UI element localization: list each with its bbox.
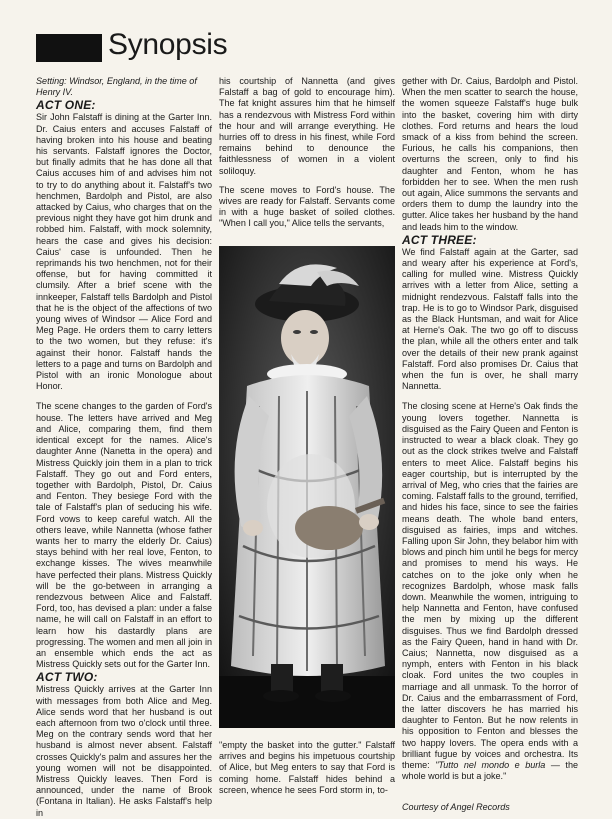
theme-quote-end: — the whole world is but a joke." [402,759,579,782]
theme-quote: "Tutto nel mondo e burla [435,759,546,770]
act-three-heading: ACT THREE: [402,232,477,247]
courtesy-credit: Courtesy of Angel Records [402,802,510,813]
column-2 [219,76,395,795]
act-one-paragraph-2: The scene changes to the garden of Ford's house. The letters have arrived and Meg and Alice, comparing them, find them identical except for the names. Alice's daughter Anne (Nanetta in the opera) and Mistress Quickly join them in a plan to trick Falstaff. They go out and Ford enters, together with Bardolph, Pistol, Dr. Caius and Fenton. They besiege Ford with the tale of Falstaff's plan of seducing his wife. Ford vows to keep careful watch. All the others leave, while Nannetta (whose father wants her to marry the elderly Dr. Caius) stays behind with her real love, Fenton, to exchange kisses. The wives meanwhile have perfected their plans. Mistress Quickly will be the go-between in arranging a rendezvous between Alice and Falstaff. Ford, too, has devised a plan: under a false name, he will call on Falstaff in an effort to learn how his dastardly plans are progressing. The women and men all join in an ensemble which ends the act as Mistress Quickly sets out for the Garter Inn. [36,401,212,670]
act-two-paragraph-1: Mistress Quickly arrives at the Garter Inn with messages from both Alice and Meg. Alice sends word that her husband is out each afternoon from two o'clock until three. Meg on the contrary sends word that her husband is almost never absent. Falstaff crosses Quickly's palm and assures her the young women will not be disappointed. Mistress Quickly leaves. Then Ford is announced, under the name of Brook (Fontana in Italian). He asks Falstaff's help in [36,684,212,818]
act-one-heading: ACT ONE: [36,98,96,113]
title-bar-block [36,34,102,62]
act-one-paragraph-1: Sir John Falstaff is dining at the Garter Inn. Dr. Caius enters and accuses Falstaff of having broken into his house and beating his servants. Falstaff ignores the Doctor, but finally admits that he has done all that Caius accuses him of and advises him not to try to do anything about it. Falstaff's two henchmen, Bardolph and Pistol, are also attacked by Caius, who charges that on the previous night they have got him drunk and robbed him. Falstaff, with mock solemnity, hears the case and gives his decision: Caius' case is unfounded. Then he reprimands his two henchmen, not for their offense, but for having committed it clumsily. After a brief scene with the innkeeper, Falstaff tells Bardolph and Pistol that he is the object of the affections of two young wives of Windsor — Alice Ford and Meg Page. He orders them to carry letters to the two women, but they refuse: it's against their honor. Falstaff hands the letters to a page and turns on Bardolph and Pistol with an ironic Monologue about Honor. [36,112,212,392]
act-two-paragraph-4: "empty the basket into the gutter." Falstaff arrives and begins his impetuous courtship of Alice, but Meg enters to say that Ford is coming home. Falstaff hides behind a screen, whence he sees Ford storm in, to- [219,740,395,795]
column-1 [36,76,212,819]
column-3 [402,76,578,814]
falstaff-photo-illustration [219,246,395,728]
act-three-paragraph-2-text: The closing scene at Herne's Oak finds the young lovers together. Nannetta is disguised as the Fairy Queen and Fenton is instructed to wear a black cloak. They go out as the clock strikes twelve and Falstaff enters to meet Alice. Falstaff begins his eager courtship, but is interrupted by the arrival of Meg, who cries that the fairies are coming. Falstaff falls to the ground, terrified, and hides his face, since to see the fairies means death. The whole band enters, disguised as fairies, imps and witches. Falling upon Sir John, they belabor him with blows and pinch him until he begs for mercy and promises to mend his ways. He catches on to the joke only when he recognizes Bardolph, whose mask falls down. Meanwhile the women, intriguing to help Nannetta and Fenton, have confused the men by mixing up the different disguises. Thus we find Bardolph dressed as the Fairy Queen, hand in hand with Dr. Caius; Nannetta, now disguised as a nymph, enters with Fenton in his black cloak. Ford unites the two couples in marriage and all unmask. To the horror of Dr. Caius and the embarrassment of Ford, the latter discovers he has married his daughter to Fenton. But he now relents in his opposition to Fenton and blesses the two happy lovers. The opera ends with a brilliant fugue by voices and orchestra. Its theme: [402,401,578,770]
act-two-paragraph-2: his courtship of Nannetta (and gives Falstaff a bag of gold to encourage him). The fat knight assures him that he himself has a rendezvous with Mistress Ford within the hour and will arrange everything. He hurries off to dress in his finest, while Ford remains behind to denounce the faithlessness of women in a violent soliloquy. [219,76,395,176]
setting-text: Setting: Windsor, England, in the time of Henry IV. [36,76,197,98]
falstaff-photo [219,246,395,728]
act-two-heading: ACT TWO: [36,670,98,685]
act-two-paragraph-3: The scene moves to Ford's house. The wives are ready for Falstaff. Servants come in with a huge basket of soiled clothes. "When I call you," Alice tells the servants, [219,184,395,229]
page-title: Synopsis [108,28,228,61]
act-three-paragraph-2 [402,401,578,782]
act-three-paragraph-1: We find Falstaff again at the Garter, sad and weary after his experience at Ford's, calling for mulled wine. Mistress Quickly arrives with a letter from Alice, setting a midnight rendezvous. Falstaff falls into the trap. He is to go to Windsor Park, disguised as the Black Huntsman, and wait for Alice at Herne's Oak. The two go off to discuss the plan, while all the others enter and talk over the details of their new prank against Falstaff. Ford also promises Dr. Caius that when the fun is over, he shall marry Nannetta. [402,246,578,392]
act-two-paragraph-5: gether with Dr. Caius, Bardolph and Pistol. When the men scatter to search the house, the women squeeze Falstaff's huge bulk into the basket, covering him with dirty clothes. Ford returns and hears the loud smack of a kiss from behind the screen. Furious, he calls his companions, then overturns the screen, only to find his daughter and Fenton, whom he has forbidden her to see. When the men rush out again, Alice summons the servants and orders them to dump the laundry into the gutter. Alice takes her husband by the hand and leads him to the window. [402,76,578,232]
